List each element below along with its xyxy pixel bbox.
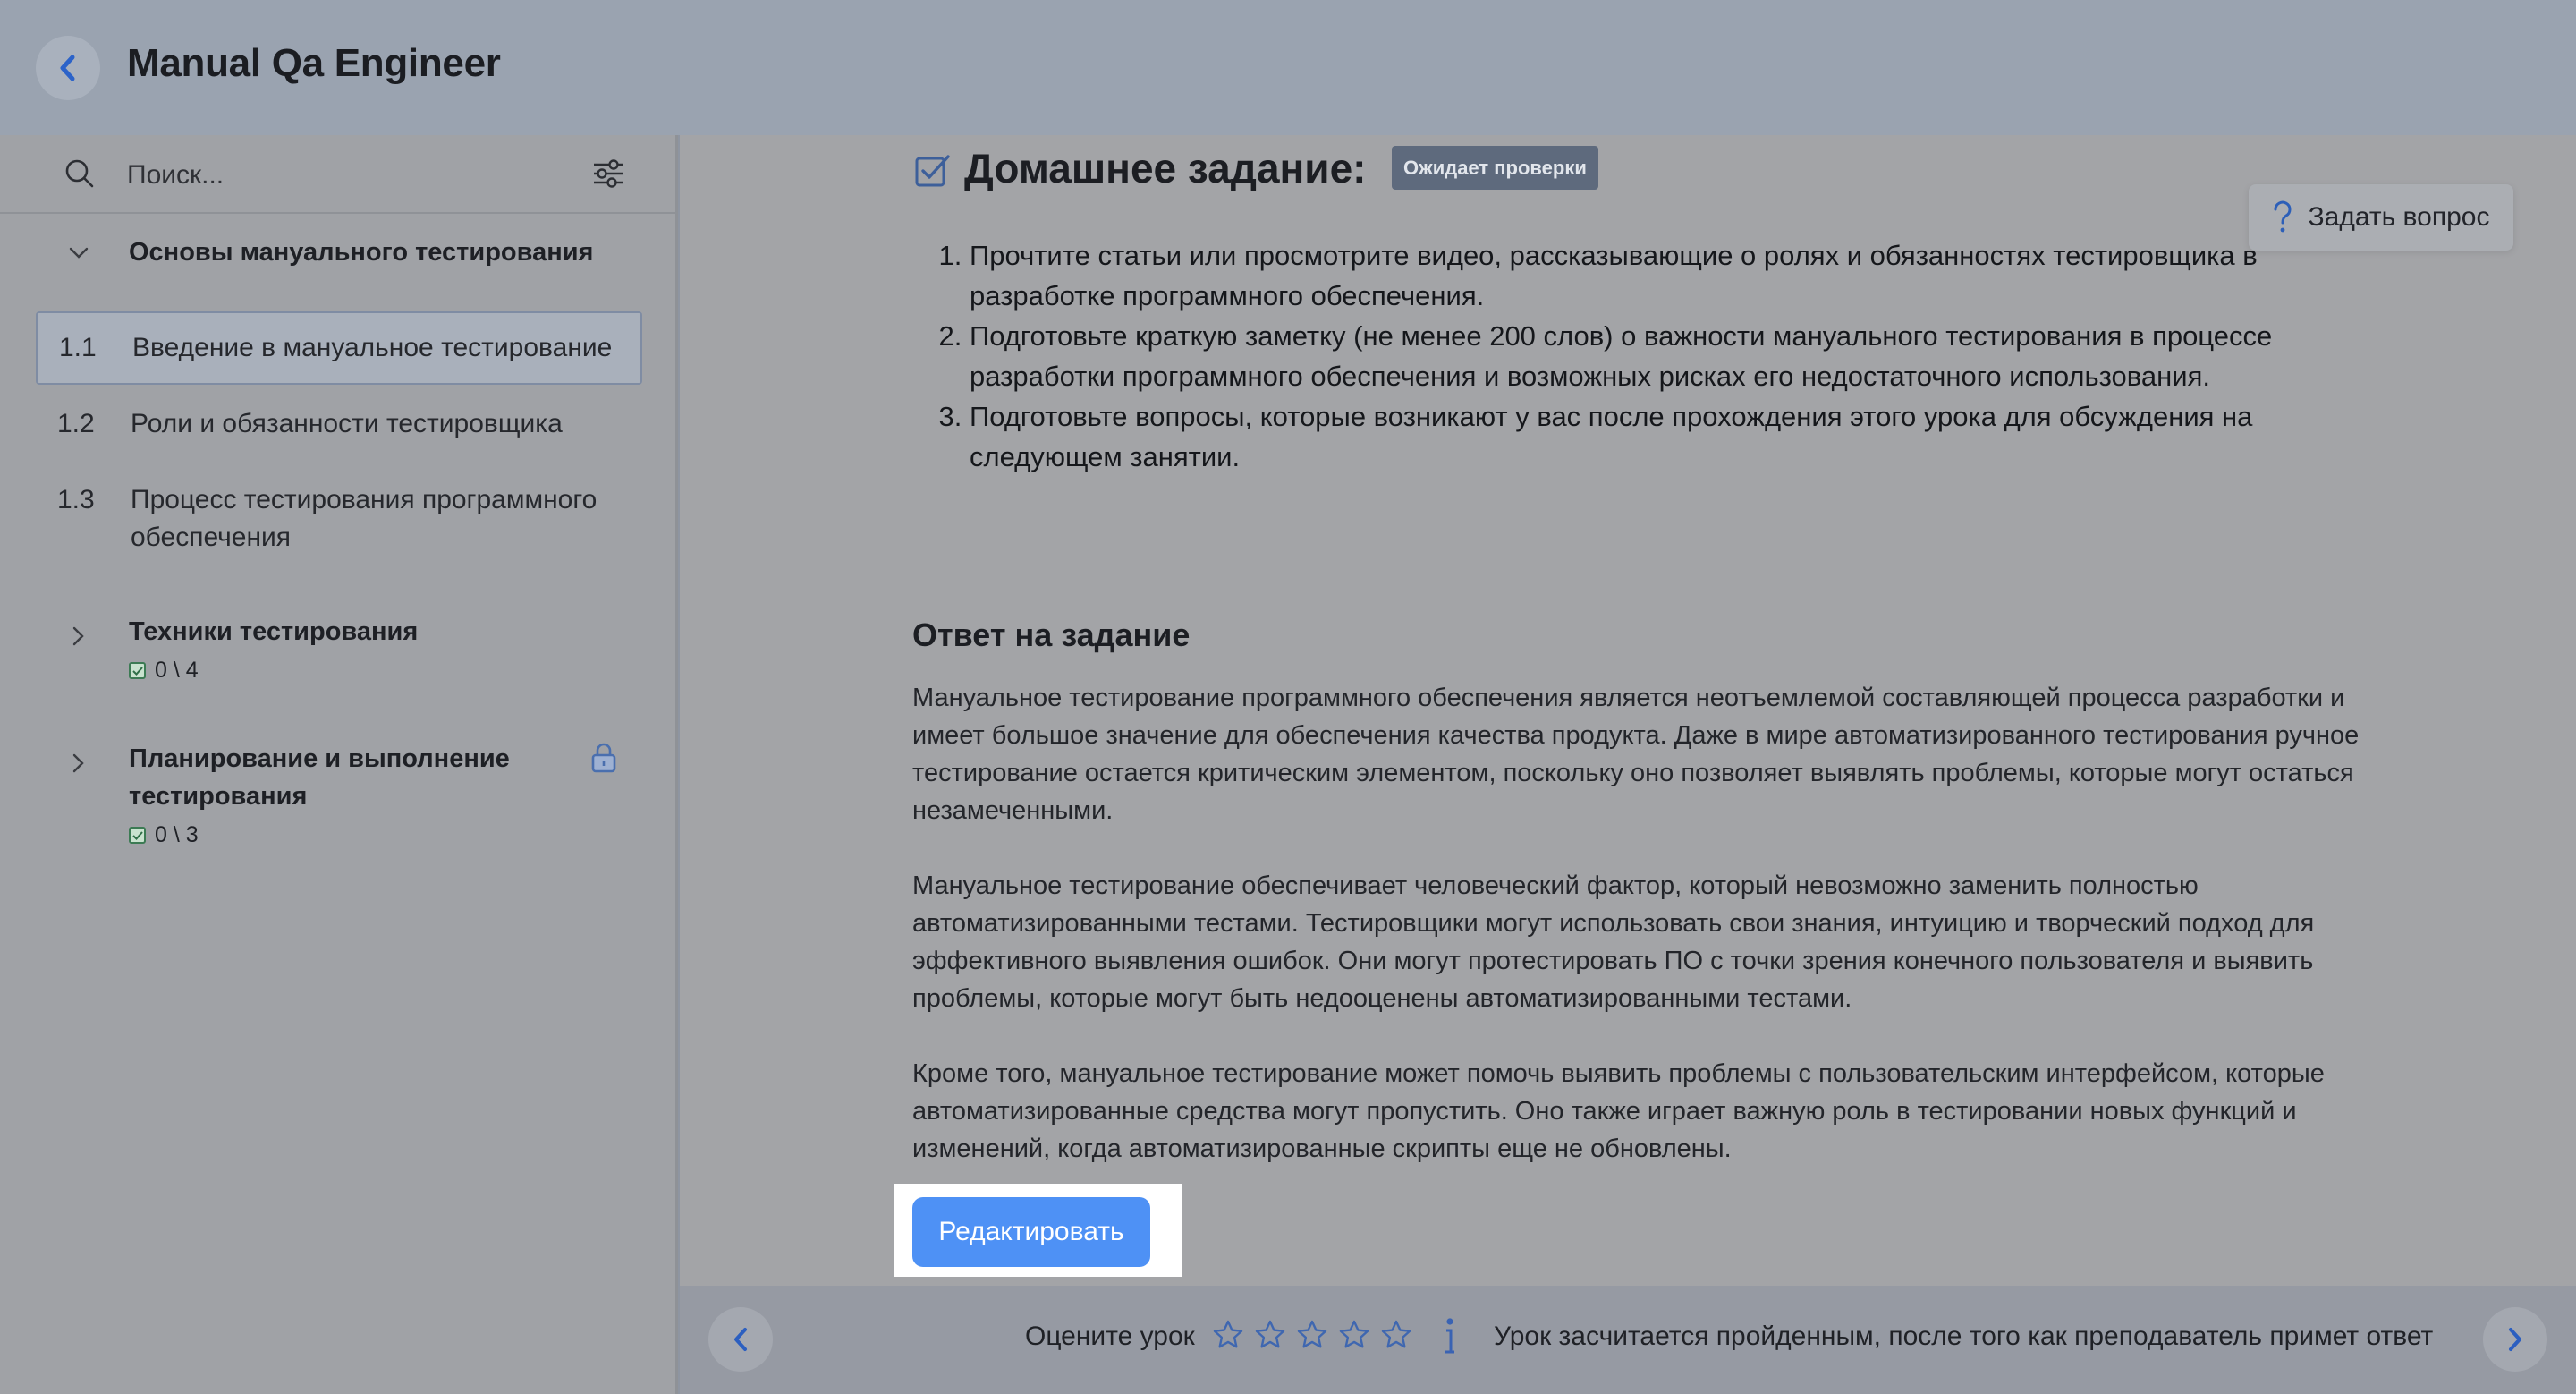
- section-header-basics[interactable]: [0, 234, 675, 275]
- lesson-footer: [680, 1286, 2576, 1394]
- main-content: [680, 135, 2576, 1286]
- previous-lesson-button[interactable]: [708, 1307, 773, 1372]
- section-progress: [129, 658, 199, 684]
- star-4[interactable]: [1337, 1318, 1371, 1352]
- check-icon: [129, 827, 146, 844]
- star-3[interactable]: [1295, 1318, 1329, 1352]
- progress-count: 0 \ 3: [155, 822, 199, 847]
- homework-title: Домашнее задание:: [964, 145, 1367, 191]
- completion-note: Урок засчитается пройденным, после того как преподаватель примет ответ: [1494, 1322, 2434, 1351]
- rate-lesson-label: Оцените урок: [1025, 1322, 1195, 1351]
- back-button[interactable]: [36, 36, 100, 100]
- lock-icon: [590, 742, 617, 774]
- chevron-right-icon: [2506, 1327, 2524, 1352]
- check-icon: [129, 662, 146, 679]
- section-title: Техники тестирования: [129, 617, 419, 646]
- star-outline-icon: [1253, 1318, 1287, 1352]
- section-header-planning[interactable]: [0, 740, 675, 856]
- chevron-down-icon: [68, 246, 89, 260]
- rating-stars: [1211, 1318, 1413, 1352]
- question-mark-icon: [2273, 200, 2292, 234]
- section-title: Планирование и выполнение тестирования: [129, 744, 510, 811]
- star-outline-icon: [1337, 1318, 1371, 1352]
- lesson-number: 1.1: [59, 333, 97, 362]
- chevron-right-icon: [72, 625, 86, 647]
- lesson-item-1-2[interactable]: [36, 389, 642, 461]
- task-item: 2. Подготовьте краткую заметку (не менее 200 слов) о важности мануального тестирования в процессе разработки программного обеспечения и возможных рисках его недостаточного использования.: [970, 316, 2334, 396]
- lesson-label: Роли и обязанности тестировщика: [131, 409, 563, 438]
- answer-paragraph: Мануальное тестирование обеспечивает человеческий фактор, который невозможно заменить полностью автоматизированными тестами. Тестировщики могут использовать свои знания, интуицию и творческий подход для эффективного выявления ошибок. Они могут протестировать ПО с точки зрения конечного пользователя и выявить проблемы, которые могут быть недооценены автоматизированными тестами.: [912, 871, 2315, 1013]
- next-lesson-button[interactable]: [2483, 1307, 2547, 1372]
- search-input[interactable]: [127, 155, 556, 196]
- answer-paragraph: Кроме того, мануальное тестирование может помочь выявить проблемы с пользовательским интерфейсом, которые автоматизированные средства могут пропустить. Оно также играет важную роль в тестировании новых функций и изменений, когда автоматизированные скрипты еще не обновлены.: [912, 1059, 2325, 1163]
- star-2[interactable]: [1253, 1318, 1287, 1352]
- star-outline-icon: [1211, 1318, 1245, 1352]
- edit-button-highlight: [894, 1184, 1182, 1277]
- task-item: 3. Подготовьте вопросы, которые возникают у вас после прохождения этого урока для обсуждения на следующем занятии.: [970, 396, 2334, 477]
- lesson-number: 1.3: [57, 485, 95, 514]
- lesson-label: Введение в мануальное тестирование: [132, 333, 613, 362]
- task-list: [939, 235, 2334, 477]
- star-1[interactable]: [1211, 1318, 1245, 1352]
- search-icon: [63, 157, 97, 191]
- status-badge: Ожидает проверки: [1392, 146, 1598, 190]
- lesson-number: 1.2: [57, 409, 95, 438]
- star-5[interactable]: [1379, 1318, 1413, 1352]
- answer-body: [912, 679, 2379, 1205]
- info-icon: [1442, 1316, 1458, 1357]
- ask-question-label: Задать вопрос: [2308, 202, 2490, 232]
- search-row: [0, 135, 675, 214]
- answer-title: Ответ на задание: [912, 616, 1191, 653]
- edit-button[interactable]: Редактировать: [912, 1197, 1150, 1267]
- lesson-item-1-1[interactable]: [36, 311, 642, 385]
- checkbox-edit-icon: [914, 151, 952, 189]
- top-header: [0, 0, 2576, 135]
- section-header-techniques[interactable]: [0, 613, 675, 702]
- answer-paragraph: Мануальное тестирование программного обеспечения является неотъемлемой составляющей процесса разработки и имеет большое значение для обеспечения качества продукта. Даже в мире автоматизированного тестирования ручное тестирование остается критическим элементом, поскольку оно позволяет выявлять проблемы, которые могут остаться незамеченными.: [912, 684, 2360, 825]
- sidebar: [0, 135, 678, 1394]
- page-title: Manual Qa Engineer: [127, 41, 501, 85]
- chevron-left-icon: [732, 1327, 750, 1352]
- star-outline-icon: [1295, 1318, 1329, 1352]
- section-title: Основы мануального тестирования: [129, 238, 594, 267]
- chevron-left-icon: [55, 53, 80, 83]
- progress-count: 0 \ 4: [155, 658, 199, 683]
- section-progress: [129, 822, 199, 848]
- chevron-right-icon: [72, 752, 86, 774]
- task-item: 1. Прочтите статьи или просмотрите видео, рассказывающие о ролях и обязанностях тестировщика в разработке программного обеспечения.: [970, 235, 2334, 316]
- filter-sliders-icon[interactable]: [590, 157, 626, 191]
- star-outline-icon: [1379, 1318, 1413, 1352]
- lesson-item-1-3[interactable]: [36, 465, 642, 564]
- lesson-label: Процесс тестирования программного обеспечения: [131, 485, 597, 552]
